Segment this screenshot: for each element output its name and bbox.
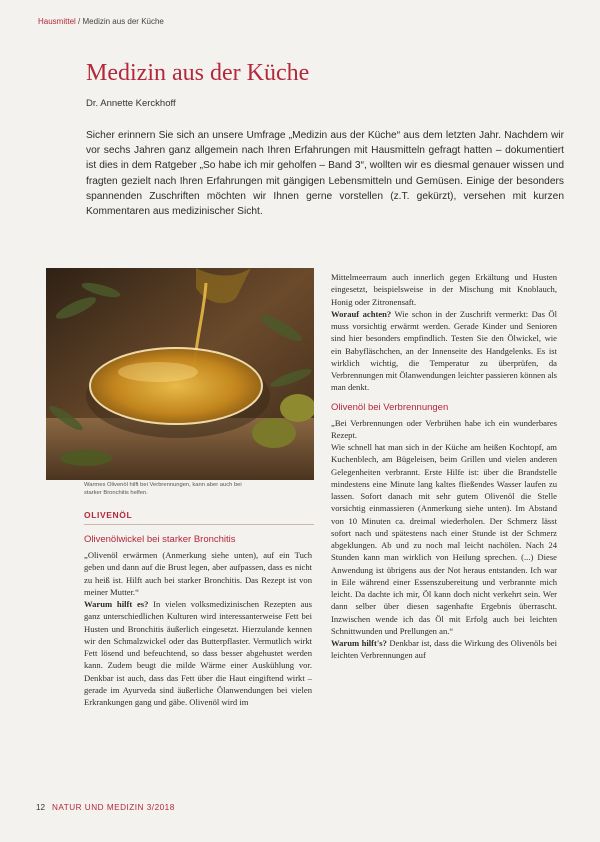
breadcrumb-separator: /: [78, 17, 81, 26]
text-what-to-watch: Wie schon in der Zuschrift vermerkt: Das Öl muss vorsichtig erwärmt werden. Gerade Kinder und Senioren sind hier besonders empfindlich. Testen Sie den Ölwickel, wie ein Babyfläschchen, an der Innenseite des Handgelenks. Es ist wirklich wichtig, die Temperatur zu überprüfen, da Verbrennungen mit Ölanwendungen leichter passieren können als man denkt.: [331, 308, 557, 393]
right-column: [331, 271, 557, 662]
label-why-it-helps: Warum hilft es?: [84, 599, 149, 609]
quote-bronchitis: „Olivenöl erwärmen (Anmerkung siehe unten), auf ein Tuch geben und dann auf die Brust legen, aber aufpassen, dass es nicht zu heiß ist. Hilft auch bei starker Bronchitis. Das Rezept ist von meiner Mutter.“: [84, 550, 312, 597]
paragraph-why-it-helps: [84, 598, 312, 708]
paragraph-why-it-helps-burns: [331, 637, 557, 662]
author-name: Dr. Annette Kerckhoff: [86, 98, 176, 109]
page-title: Medizin aus der Küche: [86, 60, 310, 86]
label-what-to-watch: Worauf achten?: [331, 308, 392, 319]
subheading-bronchitis: Olivenölwickel bei starker Bronchitis: [84, 534, 236, 545]
page-footer: [36, 803, 175, 812]
subheading-burns: Olivenöl bei Verbrennungen: [331, 401, 449, 413]
continued-paragraph: Mittelmeerraum auch innerlich gegen Erkältung und Husten eingesetzt, beispielsweise in der Mischung mit Knoblauch, Honig oder Zitronensaft.: [331, 272, 557, 307]
magazine-issue: NATUR UND MEDIZIN 3/2018: [51, 803, 175, 812]
page-number: 12: [36, 803, 46, 812]
breadcrumb-current: Medizin aus der Küche: [82, 17, 164, 26]
quote-burns-intro: „Bei Verbrennungen oder Verbrühen habe ich ein wunderbares Rezept.: [331, 417, 557, 440]
photo-caption: Warmes Olivenöl hilft bei Verbrennungen, kann aber auch bei starker Bronchitis helfen.: [84, 482, 242, 496]
quote-burns-body: Wie schnell hat man sich in der Küche am heißen Kochtopf, am Kuchenblech, am Bügeleisen, beim Grillen und vielen anderen Gelegenheiten verbrannt. Erste Hilfe ist: über die Brandstelle mindestens eine Minute lang kaltes fließendes Wasser laufen zu lassen. Sofort danach mit sehr gutem Olivenöl die Stelle vorsichtig einmassieren (Anmerkung siehe unten). Im Abstand von 10 Minuten ca. dreimal wiederholen. Der Schmerz lässt sofort nach und spätestens nach einer Stunde ist der Schmerz abgeklungen. Ab und zu noch mal leicht nachölen. Nach 24 Stunden kann man wirklich von Heilung sprechen. (...) Diese Anwendung ist übrigens aus der Not heraus entstanden. Ich war in Eile während einer Essenszubereitung und verbrannte mich leicht. Da dachte ich mir, Öl kann doch nicht verkehrt sein. Wer dann selber über diesen sagenhafte Ergebnis überrascht. Inzwischen wende ich das Öl mit Erfolg auch bei leichten Schnittwunden und Prellungen an.“: [331, 442, 557, 636]
olive-oil-photo: [46, 268, 314, 480]
breadcrumb: [38, 17, 164, 26]
paragraph-what-to-watch: [331, 308, 557, 394]
section-divider: [84, 524, 314, 525]
section-tag: OLIVENÖL: [84, 510, 133, 520]
intro-paragraph: Sicher erinnern Sie sich an unsere Umfrage „Medizin aus der Küche“ aus dem letzten Jahr. Nachdem wir vor sechs Jahren ganz allgemein nach Ihren Erfahrungen mit Hausmitteln gefragt hatten – dokumentiert ist dies in dem Ratgeber „So habe ich mir geholfen – Band 3“, wollten wir es diesmal genauer wissen und fragten gezielt nach Ihren Erfahrungen mit gängigen Lebensmitteln und Gemüsen. Einige der besonders spannenden Zuschriften möchten wir Ihnen gerne vorstellen (z.T. gekürzt), versehen mit kurzen Kommentaren aus medizinischer Sicht.: [86, 130, 564, 218]
text-why-it-helps-burns: Denkbar ist, dass die Wirkung des Olivenöls bei leichten Verbrennungen auf: [331, 638, 557, 661]
label-why-it-helps-burns: Warum hilft's?: [331, 638, 387, 648]
olive-oil-illustration: [46, 268, 314, 480]
breadcrumb-home: Hausmittel: [38, 17, 76, 26]
text-why-it-helps: In vielen volksmedizinischen Rezepten aus ganz unterschiedlichen Kulturen wird interessanterweise Fett bei Husten und Bronchitis äußerlich eingesetzt. Hierzulande kennen wir den Schmalzwickel oder das Butterpflaster. Vermutlich wirkt Fett lösend und befeuchtend, so dass besser abgehustet werden kann. Zudem beugt die milde Wärme einer Auskühlung vor. Denkbar ist auch, dass das Fett über die Haut eingiftend wirkt – gerade im Ayurveda sind äußerliche Ölanwendungen bei vielen Erkrankungen gang und gäbe. Olivenöl wird im: [84, 599, 312, 707]
left-column: [84, 534, 312, 708]
